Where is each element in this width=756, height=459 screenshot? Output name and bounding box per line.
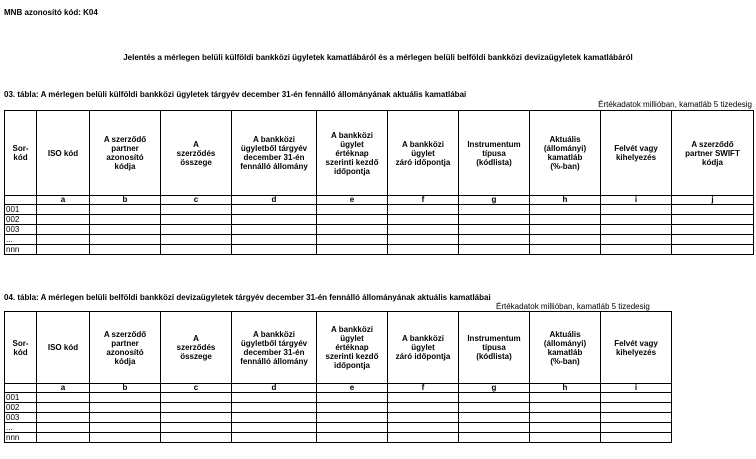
table1-col-letter: b [90, 196, 161, 205]
mnb-code: MNB azonosító kód: K04 [4, 8, 98, 17]
table1-col-header: Instrumentum típusa (kódlista) [459, 111, 530, 196]
data-cell[interactable] [530, 393, 601, 403]
table2-col-letter: f [388, 384, 459, 393]
table1-letter-blank [5, 196, 37, 205]
data-cell[interactable] [161, 245, 232, 255]
data-cell[interactable] [161, 215, 232, 225]
table1-col-header: A bankközi ügyletből tárgyév december 31-én fennálló állomány [232, 111, 317, 196]
table1-letter-row [5, 196, 754, 205]
row-code: 002 [5, 403, 37, 413]
table2-col-header: ISO kód [37, 312, 90, 384]
row-code: 002 [5, 215, 37, 225]
data-cell[interactable] [161, 225, 232, 235]
table2-col-letter: d [232, 384, 317, 393]
data-cell[interactable] [161, 423, 232, 433]
table2-grid [4, 311, 672, 443]
table2-col-letter: b [90, 384, 161, 393]
data-cell[interactable] [459, 205, 530, 215]
data-cell[interactable] [459, 413, 530, 423]
table1-header-row [5, 111, 754, 196]
table-row [5, 205, 754, 215]
table2-col-header: Sor- kód [5, 312, 37, 384]
data-cell[interactable] [90, 433, 161, 443]
data-cell[interactable] [161, 205, 232, 215]
table1-note: Értékadatok millióban, kamatláb 5 tizedesig [598, 100, 752, 109]
data-cell[interactable] [161, 413, 232, 423]
table-row [5, 393, 672, 403]
data-cell[interactable] [388, 393, 459, 403]
table2-col-header: Felvét vagy kihelyezés [601, 312, 672, 384]
data-cell[interactable] [530, 205, 601, 215]
table-row [5, 403, 672, 413]
data-cell[interactable] [37, 433, 90, 443]
row-code: 003 [5, 413, 37, 423]
data-cell[interactable] [232, 413, 317, 423]
data-cell[interactable] [161, 433, 232, 443]
data-cell[interactable] [317, 423, 388, 433]
table1-col-header: ISO kód [37, 111, 90, 196]
table2-col-letter: h [530, 384, 601, 393]
table1-col-letter: j [672, 196, 754, 205]
table1-col-header: Felvét vagy kihelyezés [601, 111, 672, 196]
data-cell[interactable] [530, 215, 601, 225]
data-cell[interactable] [90, 245, 161, 255]
data-cell[interactable] [601, 215, 672, 225]
row-code: nnn [5, 433, 37, 443]
table1-col-letter: f [388, 196, 459, 205]
table1-col-letter: g [459, 196, 530, 205]
data-cell[interactable] [232, 423, 317, 433]
data-cell[interactable] [459, 225, 530, 235]
data-cell[interactable] [317, 393, 388, 403]
data-cell[interactable] [388, 245, 459, 255]
data-cell[interactable] [37, 235, 90, 245]
data-cell[interactable] [90, 403, 161, 413]
data-cell[interactable] [388, 205, 459, 215]
data-cell[interactable] [530, 423, 601, 433]
row-code: 001 [5, 393, 37, 403]
table2-col-header: A bankközi ügylet záró időpontja [388, 312, 459, 384]
table2-header-row [5, 312, 672, 384]
row-code: 003 [5, 225, 37, 235]
data-cell[interactable] [601, 225, 672, 235]
table-row [5, 433, 672, 443]
data-cell[interactable] [37, 413, 90, 423]
data-cell[interactable] [388, 215, 459, 225]
data-cell[interactable] [161, 403, 232, 413]
data-cell[interactable] [317, 225, 388, 235]
data-cell[interactable] [601, 413, 672, 423]
table2-col-letter: g [459, 384, 530, 393]
data-cell[interactable] [317, 403, 388, 413]
data-cell[interactable] [232, 433, 317, 443]
table1-col-letter: h [530, 196, 601, 205]
table1-col-header: A bankközi ügylet értéknap szerinti kezdő időpontja [317, 111, 388, 196]
table2-col-header: A bankközi ügyletből tárgyév december 31-én fennálló állomány [232, 312, 317, 384]
table2-letter-blank [5, 384, 37, 393]
data-cell[interactable] [459, 393, 530, 403]
data-cell[interactable] [530, 235, 601, 245]
table2-col-header: Instrumentum típusa (kódlista) [459, 312, 530, 384]
table-row [5, 235, 754, 245]
data-cell[interactable] [232, 403, 317, 413]
data-cell[interactable] [459, 433, 530, 443]
table1-col-header: A szerződés összege [161, 111, 232, 196]
data-cell[interactable] [37, 393, 90, 403]
data-cell[interactable] [90, 393, 161, 403]
data-cell[interactable] [37, 423, 90, 433]
data-cell[interactable] [601, 245, 672, 255]
data-cell[interactable] [388, 403, 459, 413]
data-cell[interactable] [388, 423, 459, 433]
data-cell[interactable] [459, 215, 530, 225]
data-cell[interactable] [530, 245, 601, 255]
data-cell[interactable] [232, 393, 317, 403]
data-cell[interactable] [672, 235, 754, 245]
table1-col-letter: e [317, 196, 388, 205]
table1-col-header: Aktuális (állományi) kamatláb (%-ban) [530, 111, 601, 196]
data-cell[interactable] [601, 235, 672, 245]
table2-col-header: A szerződés összege [161, 312, 232, 384]
data-cell[interactable] [459, 423, 530, 433]
data-cell[interactable] [317, 235, 388, 245]
data-cell[interactable] [530, 433, 601, 443]
data-cell[interactable] [232, 215, 317, 225]
table1-col-header: A szerződő partner azonosító kódja [90, 111, 161, 196]
table1-col-letter: d [232, 196, 317, 205]
row-code: nnn [5, 245, 37, 255]
data-cell[interactable] [672, 225, 754, 235]
data-cell[interactable] [90, 215, 161, 225]
table-row [5, 413, 672, 423]
data-cell[interactable] [388, 225, 459, 235]
data-cell[interactable] [232, 205, 317, 215]
row-code: ... [5, 423, 37, 433]
data-cell[interactable] [90, 225, 161, 235]
table2-letter-row [5, 384, 672, 393]
table1-col-header: A szerződő partner SWIFT kódja [672, 111, 754, 196]
table-row [5, 225, 754, 235]
data-cell[interactable] [317, 215, 388, 225]
data-cell[interactable] [388, 413, 459, 423]
table2-title: 04. tábla: A mérlegen belüli belföldi bankközi devizaügyletek tárgyév december 31-én fennálló állományának aktuális kamatlábai [4, 293, 491, 302]
table2-col-header: A szerződő partner azonosító kódja [90, 312, 161, 384]
table1-col-letter: a [37, 196, 90, 205]
data-cell[interactable] [672, 205, 754, 215]
data-cell[interactable] [672, 245, 754, 255]
data-cell[interactable] [672, 215, 754, 225]
data-cell[interactable] [601, 403, 672, 413]
row-code: 001 [5, 205, 37, 215]
data-cell[interactable] [601, 393, 672, 403]
data-cell[interactable] [388, 235, 459, 245]
table1-col-letter: i [601, 196, 672, 205]
data-cell[interactable] [37, 225, 90, 235]
data-cell[interactable] [161, 235, 232, 245]
row-code: ... [5, 235, 37, 245]
data-cell[interactable] [232, 245, 317, 255]
data-cell[interactable] [317, 433, 388, 443]
data-cell[interactable] [232, 225, 317, 235]
table2-col-letter: c [161, 384, 232, 393]
table1-title: 03. tábla: A mérlegen belüli külföldi bankközi ügyletek tárgyév december 31-én fennálló állományának aktuális kamatlábai [4, 90, 467, 99]
data-cell[interactable] [601, 205, 672, 215]
table2-col-letter: e [317, 384, 388, 393]
table-row [5, 215, 754, 225]
data-cell[interactable] [90, 205, 161, 215]
data-cell[interactable] [459, 403, 530, 413]
table1-grid [4, 110, 754, 255]
table1-col-header: A bankközi ügylet záró időpontja [388, 111, 459, 196]
data-cell[interactable] [232, 235, 317, 245]
data-cell[interactable] [90, 235, 161, 245]
data-cell[interactable] [459, 245, 530, 255]
data-cell[interactable] [530, 225, 601, 235]
table-row [5, 423, 672, 433]
table2-col-header: Aktuális (állományi) kamatláb (%-ban) [530, 312, 601, 384]
data-cell[interactable] [530, 403, 601, 413]
table2-col-letter: a [37, 384, 90, 393]
table-row [5, 245, 754, 255]
data-cell[interactable] [90, 423, 161, 433]
data-cell[interactable] [317, 413, 388, 423]
data-cell[interactable] [601, 423, 672, 433]
data-cell[interactable] [317, 205, 388, 215]
table1-col-letter: c [161, 196, 232, 205]
data-cell[interactable] [161, 393, 232, 403]
data-cell[interactable] [37, 215, 90, 225]
data-cell[interactable] [37, 245, 90, 255]
table2-col-letter: i [601, 384, 672, 393]
data-cell[interactable] [37, 403, 90, 413]
data-cell[interactable] [530, 413, 601, 423]
table1-col-header: Sor- kód [5, 111, 37, 196]
data-cell[interactable] [90, 413, 161, 423]
data-cell[interactable] [601, 433, 672, 443]
table2-col-header: A bankközi ügylet értéknap szerinti kezdő időpontja [317, 312, 388, 384]
data-cell[interactable] [388, 433, 459, 443]
data-cell[interactable] [459, 235, 530, 245]
data-cell[interactable] [37, 205, 90, 215]
data-cell[interactable] [317, 245, 388, 255]
report-title: Jelentés a mérlegen belüli külföldi bankközi ügyletek kamatlábáról és a mérlegen belüli belföldi bankközi devizaügyletek kamatlábáról [123, 53, 633, 62]
table2-note: Értékadatok millióban, kamatláb 5 tizedesig [496, 302, 650, 311]
